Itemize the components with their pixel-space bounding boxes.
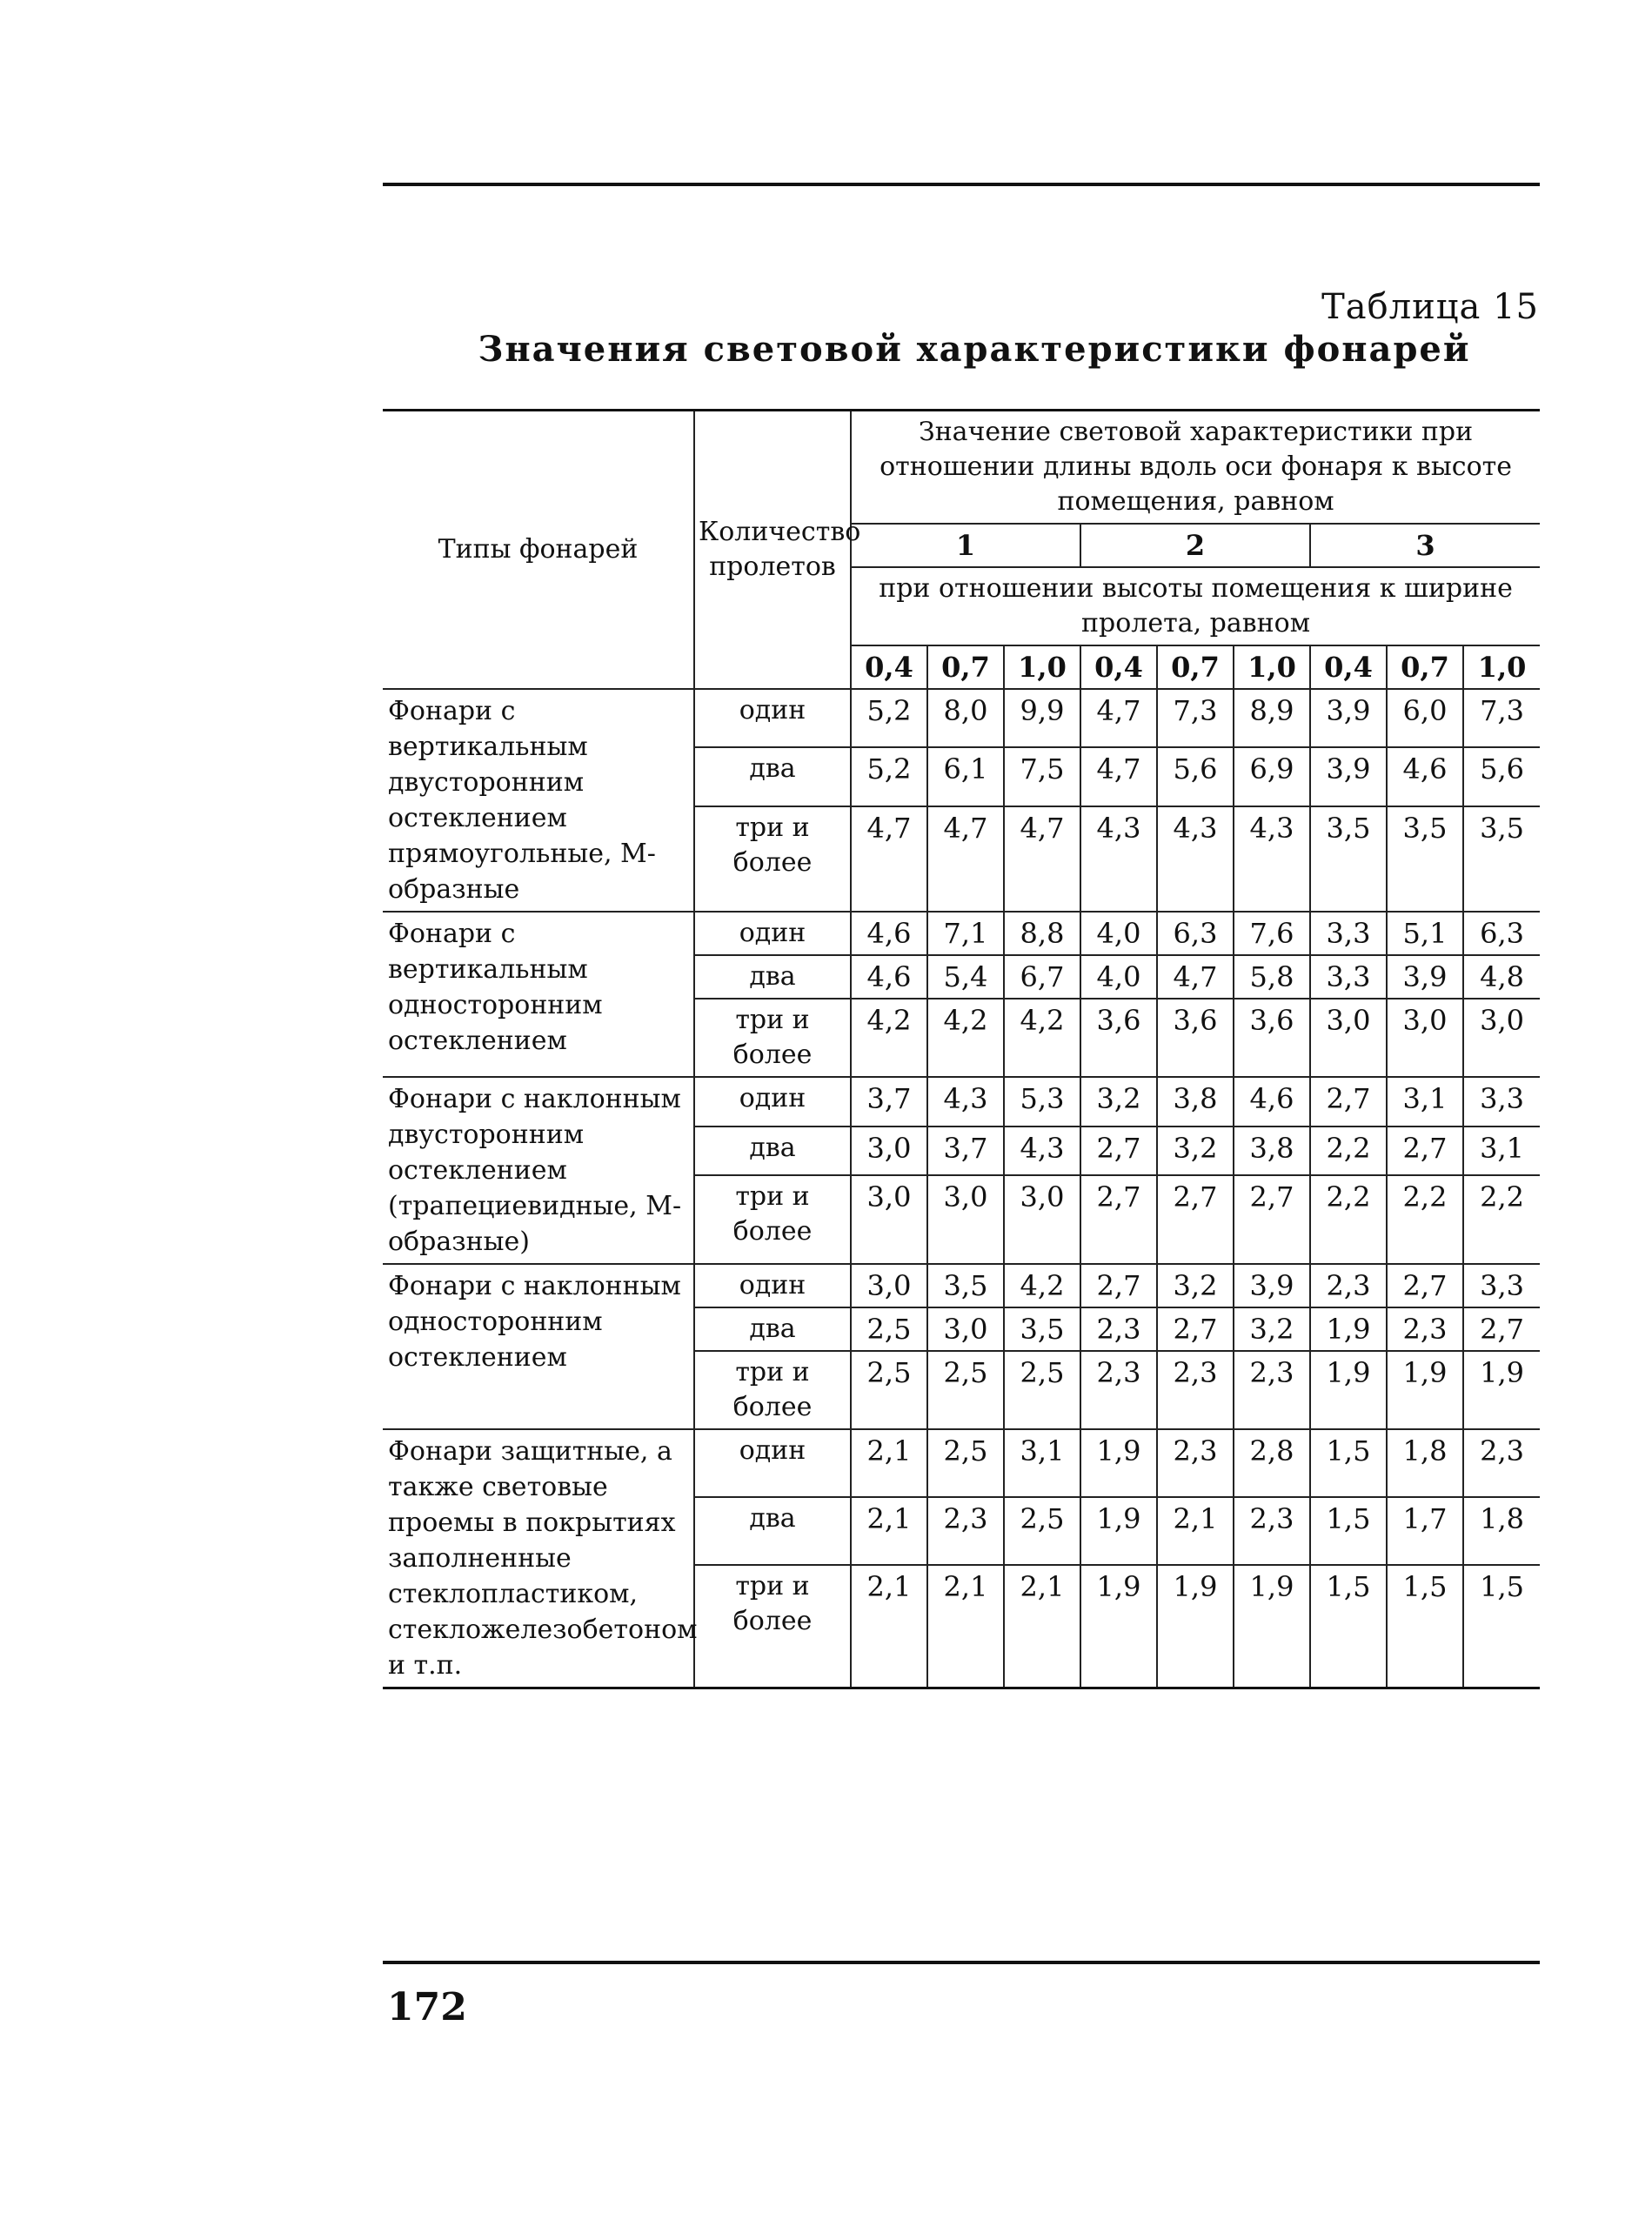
header-height-ratio-label: при отношении высоты помещения к ширине пролета, равном [851, 567, 1540, 645]
value-cell: 1,9 [1080, 1497, 1157, 1565]
value-cell: 9,9 [1004, 689, 1080, 747]
header-height-ratio: 0,4 [1310, 645, 1387, 689]
value-cell: 3,0 [927, 1175, 1004, 1264]
header-spans: Количество пролетов [694, 411, 851, 690]
value-cell: 3,0 [1004, 1175, 1080, 1264]
value-cell: 4,7 [927, 806, 1004, 912]
spans-count-cell: три и более [694, 806, 851, 912]
spans-count-cell: три и более [694, 1175, 851, 1264]
value-cell: 3,2 [1157, 1264, 1234, 1307]
value-cell: 1,5 [1387, 1565, 1463, 1688]
value-cell: 3,6 [1157, 999, 1234, 1077]
light-characteristics-table [383, 409, 1540, 1689]
lantern-type-cell: Фонари с наклонным двусторонним остеклением (трапециевидные, М-образные) [383, 1077, 694, 1264]
value-cell: 2,2 [1310, 1127, 1387, 1176]
value-cell: 1,9 [1234, 1565, 1310, 1688]
table-row [383, 1264, 1540, 1307]
value-cell: 3,3 [1463, 1077, 1540, 1127]
value-cell: 3,0 [927, 1307, 1004, 1351]
spans-count-cell: один [694, 1077, 851, 1127]
header-types: Типы фонарей [383, 411, 694, 690]
spans-count-cell: два [694, 1307, 851, 1351]
value-cell: 4,3 [1234, 806, 1310, 912]
value-cell: 2,2 [1310, 1175, 1387, 1264]
value-cell: 1,5 [1310, 1429, 1387, 1497]
value-cell: 5,3 [1004, 1077, 1080, 1127]
table-row [383, 912, 1540, 955]
value-cell: 2,5 [1004, 1497, 1080, 1565]
lantern-type-cell: Фонари с вертикальным односторонним остеклением [383, 912, 694, 1077]
value-cell: 4,6 [1234, 1077, 1310, 1127]
value-cell: 1,5 [1463, 1565, 1540, 1688]
value-cell: 7,6 [1234, 912, 1310, 955]
value-cell: 7,5 [1004, 747, 1080, 806]
value-cell: 1,5 [1310, 1497, 1387, 1565]
lantern-type-cell: Фонари с вертикальным двусторонним остеклением прямоугольные, М-образные [383, 689, 694, 912]
value-cell: 4,3 [1157, 806, 1234, 912]
spans-count-cell: три и более [694, 1565, 851, 1688]
value-cell: 3,0 [851, 1264, 927, 1307]
value-cell: 4,2 [927, 999, 1004, 1077]
spans-count-cell: один [694, 1264, 851, 1307]
value-cell: 3,0 [851, 1127, 927, 1176]
value-cell: 2,3 [1080, 1351, 1157, 1429]
value-cell: 2,1 [1004, 1565, 1080, 1688]
value-cell: 4,2 [1004, 1264, 1080, 1307]
value-cell: 4,7 [1004, 806, 1080, 912]
value-cell: 2,5 [1004, 1351, 1080, 1429]
value-cell: 4,6 [1387, 747, 1463, 806]
value-cell: 2,5 [851, 1351, 927, 1429]
value-cell: 1,9 [1080, 1565, 1157, 1688]
value-cell: 4,8 [1463, 955, 1540, 999]
spans-count-cell: один [694, 912, 851, 955]
header-height-ratio: 1,0 [1463, 645, 1540, 689]
value-cell: 3,9 [1234, 1264, 1310, 1307]
value-cell: 1,9 [1463, 1351, 1540, 1429]
value-cell: 1,7 [1387, 1497, 1463, 1565]
bottom-rule [383, 1961, 1540, 1964]
value-cell: 5,6 [1157, 747, 1234, 806]
header-length-ratio: 2 [1080, 524, 1310, 567]
spans-count-cell: один [694, 1429, 851, 1497]
value-cell: 3,6 [1080, 999, 1157, 1077]
header-height-ratio: 1,0 [1234, 645, 1310, 689]
value-cell: 3,2 [1157, 1127, 1234, 1176]
spans-count-cell: три и более [694, 1351, 851, 1429]
value-cell: 2,7 [1080, 1127, 1157, 1176]
value-cell: 2,8 [1234, 1429, 1310, 1497]
value-cell: 3,5 [1387, 806, 1463, 912]
value-cell: 3,5 [1004, 1307, 1080, 1351]
spans-count-cell: два [694, 747, 851, 806]
value-cell: 2,7 [1387, 1264, 1463, 1307]
header-length-ratio: 3 [1310, 524, 1540, 567]
value-cell: 2,5 [851, 1307, 927, 1351]
page-number: 172 [387, 1985, 467, 2029]
value-cell: 2,3 [1234, 1497, 1310, 1565]
value-cell: 4,6 [851, 955, 927, 999]
value-cell: 2,3 [1157, 1429, 1234, 1497]
value-cell: 8,9 [1234, 689, 1310, 747]
value-cell: 2,3 [1080, 1307, 1157, 1351]
value-cell: 2,3 [1157, 1351, 1234, 1429]
value-cell: 3,0 [1387, 999, 1463, 1077]
value-cell: 8,8 [1004, 912, 1080, 955]
value-cell: 3,5 [1463, 806, 1540, 912]
value-cell: 5,1 [1387, 912, 1463, 955]
value-cell: 4,7 [851, 806, 927, 912]
value-cell: 3,9 [1310, 689, 1387, 747]
value-cell: 3,7 [851, 1077, 927, 1127]
value-cell: 1,9 [1310, 1307, 1387, 1351]
value-cell: 3,8 [1157, 1077, 1234, 1127]
value-cell: 3,3 [1310, 912, 1387, 955]
table-title: Значения световой характеристики фонарей [478, 329, 1471, 370]
header-length-ratio: 1 [851, 524, 1080, 567]
value-cell: 3,1 [1387, 1077, 1463, 1127]
value-cell: 3,6 [1234, 999, 1310, 1077]
header-height-ratio: 0,4 [1080, 645, 1157, 689]
value-cell: 1,5 [1310, 1565, 1387, 1688]
value-cell: 2,1 [851, 1565, 927, 1688]
spans-count-cell: два [694, 1127, 851, 1176]
value-cell: 3,8 [1234, 1127, 1310, 1176]
value-cell: 2,7 [1310, 1077, 1387, 1127]
table-row [383, 1429, 1540, 1497]
value-cell: 5,6 [1463, 747, 1540, 806]
value-cell: 1,9 [1310, 1351, 1387, 1429]
value-cell: 3,7 [927, 1127, 1004, 1176]
value-cell: 1,9 [1157, 1565, 1234, 1688]
value-cell: 4,7 [1157, 955, 1234, 999]
value-cell: 2,3 [927, 1497, 1004, 1565]
spans-count-cell: два [694, 955, 851, 999]
value-cell: 3,2 [1080, 1077, 1157, 1127]
value-cell: 3,5 [927, 1264, 1004, 1307]
value-cell: 3,2 [1234, 1307, 1310, 1351]
value-cell: 2,7 [1157, 1175, 1234, 1264]
header-height-ratio: 0,4 [851, 645, 927, 689]
value-cell: 4,0 [1080, 955, 1157, 999]
value-cell: 5,2 [851, 747, 927, 806]
value-cell: 2,3 [1387, 1307, 1463, 1351]
value-cell: 2,7 [1387, 1127, 1463, 1176]
value-cell: 2,3 [1234, 1351, 1310, 1429]
value-cell: 3,0 [1463, 999, 1540, 1077]
lantern-type-cell: Фонари с наклонным односторонним остеклением [383, 1264, 694, 1429]
value-cell: 5,8 [1234, 955, 1310, 999]
value-cell: 3,9 [1310, 747, 1387, 806]
spans-count-cell: два [694, 1497, 851, 1565]
value-cell: 1,8 [1387, 1429, 1463, 1497]
value-cell: 1,9 [1080, 1429, 1157, 1497]
spans-count-cell: три и более [694, 999, 851, 1077]
value-cell: 4,7 [1080, 747, 1157, 806]
value-cell: 4,3 [927, 1077, 1004, 1127]
lantern-type-cell: Фонари защитные, а также световые проемы в покрытиях заполненные стеклопластиком, стекложелезобетоном и т.п. [383, 1429, 694, 1688]
value-cell: 4,0 [1080, 912, 1157, 955]
table-row [383, 1077, 1540, 1127]
value-cell: 4,2 [851, 999, 927, 1077]
value-cell: 2,5 [927, 1429, 1004, 1497]
value-cell: 1,8 [1463, 1497, 1540, 1565]
value-cell: 6,3 [1463, 912, 1540, 955]
value-cell: 2,1 [927, 1565, 1004, 1688]
value-cell: 2,2 [1463, 1175, 1540, 1264]
value-cell: 2,7 [1463, 1307, 1540, 1351]
value-cell: 4,7 [1080, 689, 1157, 747]
value-cell: 2,1 [851, 1497, 927, 1565]
value-cell: 3,0 [1310, 999, 1387, 1077]
value-cell: 6,9 [1234, 747, 1310, 806]
value-cell: 3,5 [1310, 806, 1387, 912]
value-cell: 7,1 [927, 912, 1004, 955]
header-value-group: Значение световой характеристики при отношении длины вдоль оси фонаря к высоте помещения, равном [851, 411, 1540, 525]
top-rule [383, 183, 1540, 186]
value-cell: 2,3 [1463, 1429, 1540, 1497]
table-caption: Таблица 15 [1321, 287, 1539, 327]
value-cell: 2,7 [1080, 1264, 1157, 1307]
value-cell: 6,7 [1004, 955, 1080, 999]
spans-count-cell: один [694, 689, 851, 747]
header-height-ratio: 0,7 [1157, 645, 1234, 689]
value-cell: 2,7 [1157, 1307, 1234, 1351]
value-cell: 7,3 [1463, 689, 1540, 747]
header-height-ratio: 1,0 [1004, 645, 1080, 689]
value-cell: 2,1 [851, 1429, 927, 1497]
value-cell: 7,3 [1157, 689, 1234, 747]
value-cell: 2,2 [1387, 1175, 1463, 1264]
value-cell: 1,9 [1387, 1351, 1463, 1429]
value-cell: 4,2 [1004, 999, 1080, 1077]
value-cell: 4,3 [1004, 1127, 1080, 1176]
value-cell: 6,0 [1387, 689, 1463, 747]
value-cell: 4,6 [851, 912, 927, 955]
value-cell: 3,1 [1463, 1127, 1540, 1176]
value-cell: 5,2 [851, 689, 927, 747]
header-height-ratio: 0,7 [1387, 645, 1463, 689]
value-cell: 5,4 [927, 955, 1004, 999]
value-cell: 3,0 [851, 1175, 927, 1264]
value-cell: 3,1 [1004, 1429, 1080, 1497]
value-cell: 6,1 [927, 747, 1004, 806]
value-cell: 2,3 [1310, 1264, 1387, 1307]
value-cell: 3,3 [1310, 955, 1387, 999]
value-cell: 2,1 [1157, 1497, 1234, 1565]
value-cell: 6,3 [1157, 912, 1234, 955]
value-cell: 2,5 [927, 1351, 1004, 1429]
value-cell: 2,7 [1234, 1175, 1310, 1264]
value-cell: 3,3 [1463, 1264, 1540, 1307]
value-cell: 4,3 [1080, 806, 1157, 912]
header-height-ratio: 0,7 [927, 645, 1004, 689]
table-row [383, 689, 1540, 747]
value-cell: 2,7 [1080, 1175, 1157, 1264]
value-cell: 8,0 [927, 689, 1004, 747]
value-cell: 3,9 [1387, 955, 1463, 999]
